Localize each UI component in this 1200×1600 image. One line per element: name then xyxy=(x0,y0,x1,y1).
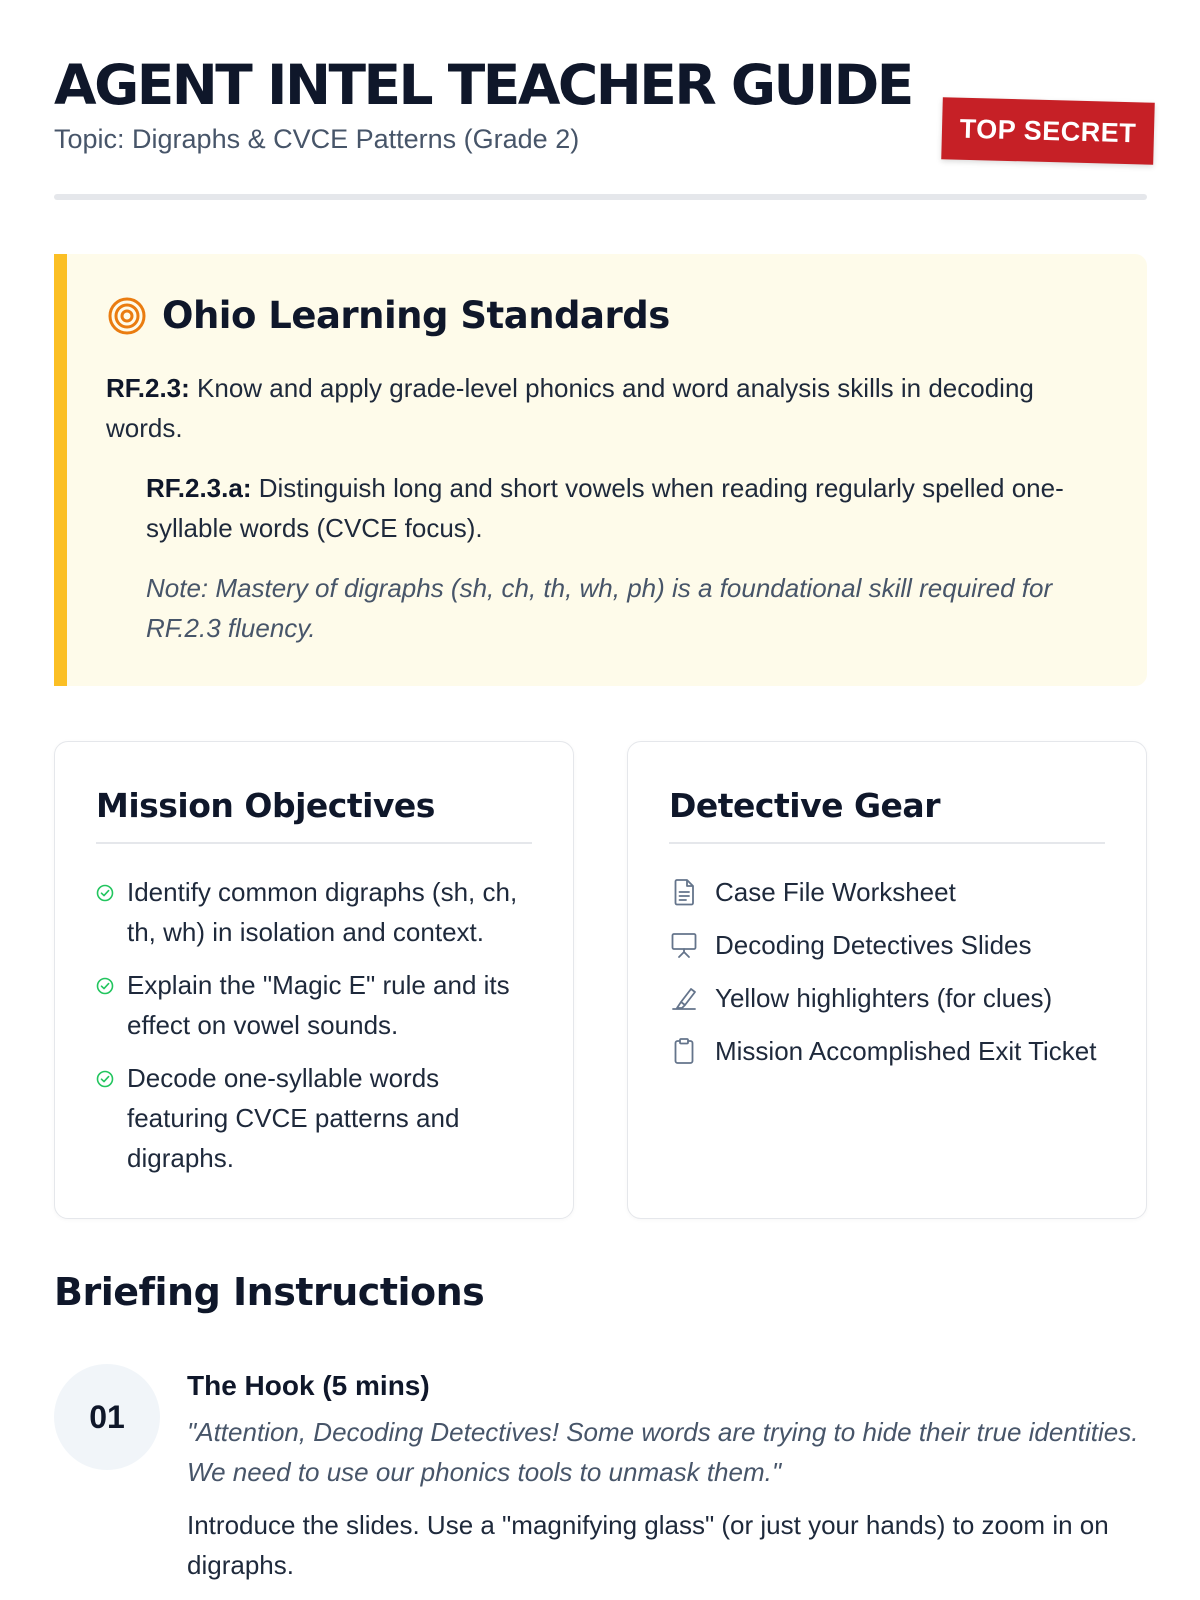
detective-gear-card xyxy=(627,741,1147,1219)
standards-callout xyxy=(54,254,1147,686)
presentation-icon xyxy=(669,930,699,960)
list-item xyxy=(669,978,1109,1018)
objective-text: Decode one-syllable words featuring CVCE patterns and digraphs. xyxy=(127,1063,460,1173)
standard-text: Know and apply grade-level phonics and word analysis skills in decoding words. xyxy=(106,373,1034,443)
clipboard-icon xyxy=(669,1036,699,1066)
gear-label: Mission Accomplished Exit Ticket xyxy=(715,1036,1097,1066)
target-icon xyxy=(108,297,146,335)
objective-text: Identify common digraphs (sh, ch, th, wh) in isolation and context. xyxy=(127,877,518,947)
step-quote: "Attention, Decoding Detectives! Some words are trying to hide their true identities. We need to use our phonics tools to unmask them." xyxy=(187,1417,1139,1487)
list-item xyxy=(96,1058,536,1178)
check-circle-icon xyxy=(96,884,114,902)
document-icon xyxy=(669,877,699,907)
list-item xyxy=(669,1031,1109,1071)
gear-label: Decoding Detectives Slides xyxy=(715,930,1032,960)
top-secret-stamp: TOP SECRET xyxy=(941,97,1155,165)
standard-text: Distinguish long and short vowels when reading regularly spelled one-syllable words (CVCE focus). xyxy=(146,473,1064,543)
gear-label: Yellow highlighters (for clues) xyxy=(715,983,1053,1013)
gear-list xyxy=(669,872,1109,1084)
objective-text: Explain the "Magic E" rule and its effect on vowel sounds. xyxy=(127,970,510,1040)
list-item xyxy=(96,872,536,952)
list-item xyxy=(669,872,1109,912)
standard-rf-2-3 xyxy=(106,368,1096,448)
page-subtitle: Topic: Digraphs & CVCE Patterns (Grade 2) xyxy=(54,124,580,154)
gear-label: Case File Worksheet xyxy=(715,877,956,907)
standard-code: RF.2.3.a: xyxy=(146,473,252,503)
standards-note: Note: Mastery of digraphs (sh, ch, th, wh, ph) is a foundational skill required for RF.2.3 fluency. xyxy=(146,573,1053,643)
highlighter-icon xyxy=(669,983,699,1013)
header-divider xyxy=(54,194,1147,200)
page-title: AGENT INTEL TEACHER GUIDE xyxy=(54,53,912,117)
check-circle-icon xyxy=(96,1070,114,1088)
card-divider xyxy=(669,842,1105,844)
list-item xyxy=(96,965,536,1045)
card-divider xyxy=(96,842,532,844)
standard-code: RF.2.3: xyxy=(106,373,190,403)
card-title: Mission Objectives xyxy=(96,786,435,825)
objectives-list xyxy=(96,872,536,1191)
mission-objectives-card xyxy=(54,741,574,1219)
check-circle-icon xyxy=(96,977,114,995)
step-text: Introduce the slides. Use a "magnifying glass" (or just your hands) to zoom in on digraphs. xyxy=(187,1510,1109,1580)
briefing-title: Briefing Instructions xyxy=(54,1270,485,1314)
step-title: The Hook (5 mins) xyxy=(187,1370,430,1401)
card-title: Detective Gear xyxy=(669,786,940,825)
standards-title: Ohio Learning Standards xyxy=(162,294,670,337)
step-number: 01 xyxy=(54,1364,160,1470)
list-item xyxy=(669,925,1109,965)
standard-rf-2-3-a xyxy=(146,468,1096,548)
standards-header xyxy=(108,294,670,337)
